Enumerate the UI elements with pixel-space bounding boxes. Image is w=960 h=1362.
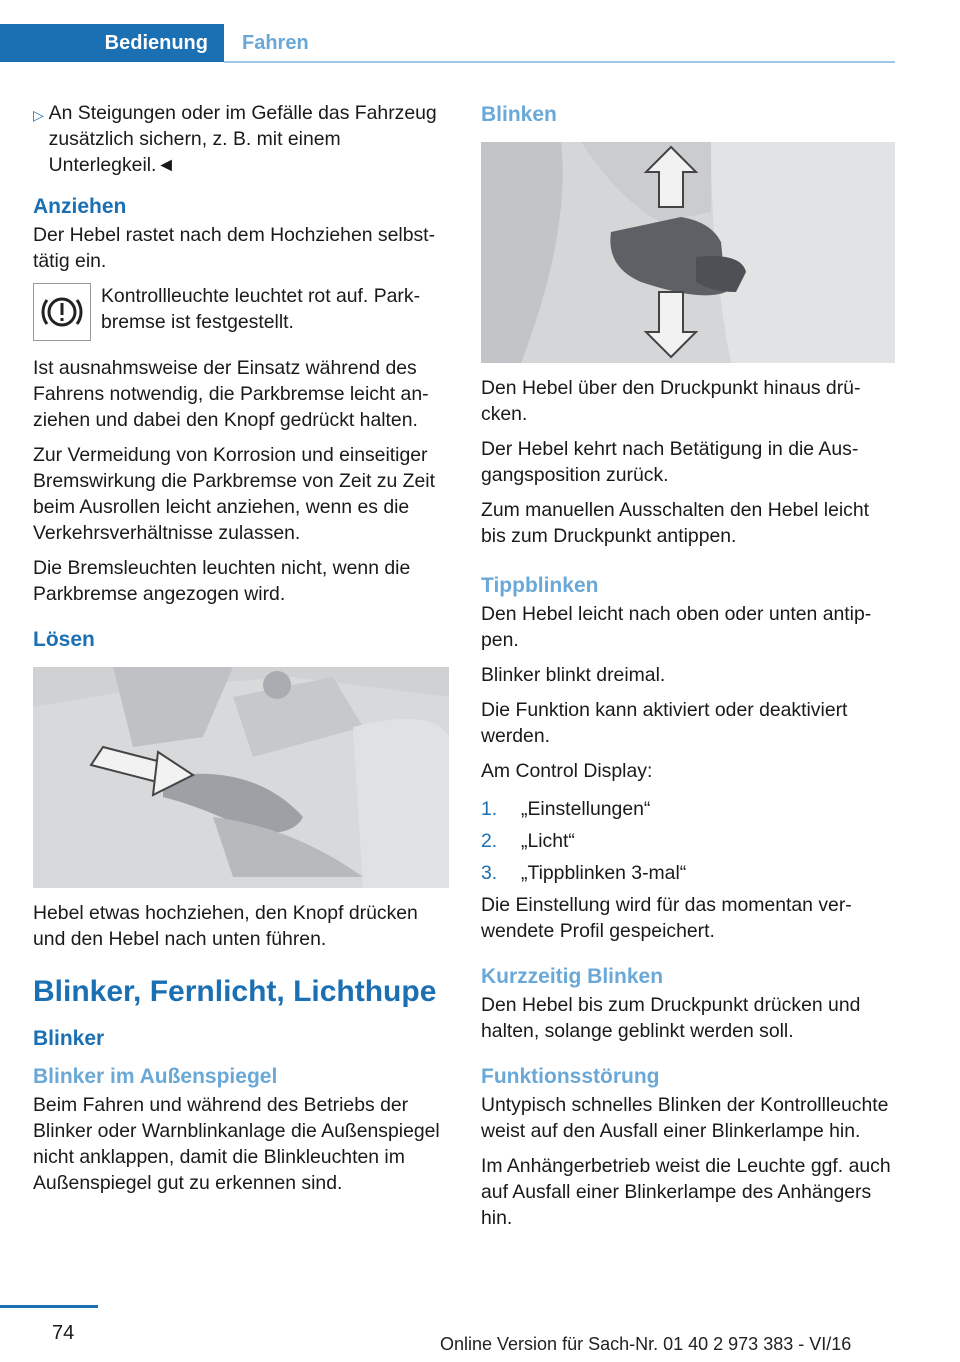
paragraph: Blinker blinkt dreimal. [481, 664, 666, 686]
list-number: 2. [481, 830, 498, 852]
brake-warning-icon [33, 283, 91, 341]
right-column [481, 100, 895, 1240]
list-item [481, 796, 895, 822]
paragraph: Ist ausnahmsweise der Einsatz während des Fahrens notwendig, die Parkbremse leicht anziehen und dabei den Knopf gedrückt halten. [33, 357, 429, 431]
turn-signal-lever-illustration [481, 142, 895, 363]
bullet-text: An Steigungen oder im Gefälle das Fahrzeug zusätzlich sichern, z. B. mit einem Unterlegkeil.◄ [48, 102, 437, 176]
section-heading: Blinker, Fernlicht, Lichthupe [33, 975, 437, 1008]
paragraph: Die Funktion kann aktiviert oder deaktiviert werden. [481, 699, 848, 747]
paragraph: Die Einstellung wird für das momentan verwendete Profil gespeichert. [481, 894, 852, 942]
paragraph: Beim Fahren und während des Betriebs der Blinker oder Warnblinkanlage die Außenspiegel nicht anklappen, damit die Blinkleuchten im Außenspiegel gut zu erkennen sind. [33, 1094, 440, 1194]
page-number: 74 [52, 1322, 75, 1344]
tab-divider [224, 61, 895, 63]
paragraph: Am Control Display: [481, 760, 653, 782]
list-number: 3. [481, 862, 498, 884]
left-column [33, 100, 449, 1205]
heading-blinker: Blinker [33, 1027, 105, 1050]
list-item [481, 828, 895, 854]
heading-blinker-aussenspiegel: Blinker im Außenspiegel [33, 1065, 278, 1088]
paragraph: Untypisch schnelles Blinken der Kontrollleuchte weist auf den Ausfall einer Blinkerlampe hin. [481, 1094, 889, 1142]
heading-anziehen: Anziehen [33, 195, 127, 218]
list-text: „Licht“ [521, 830, 575, 852]
paragraph: Den Hebel leicht nach oben oder unten antippen. [481, 603, 872, 651]
paragraph: Hebel etwas hochziehen, den Knopf drücken und den Hebel nach unten führen. [33, 902, 418, 950]
footer-rule [0, 1305, 98, 1308]
paragraph: Den Hebel über den Druckpunkt hinaus drücken. [481, 377, 861, 425]
header-tabs [0, 24, 895, 62]
heading-funktionsstoerung: Funktionsstörung [481, 1065, 660, 1088]
heading-kurzzeitig-blinken: Kurzzeitig Blinken [481, 965, 664, 988]
heading-tippblinken: Tippblinken [481, 574, 599, 597]
warning-indicator-row [33, 283, 449, 341]
paragraph: Die Bremsleuchten leuchten nicht, wenn die Parkbremse angezogen wird. [33, 557, 411, 605]
list-item [481, 860, 895, 886]
paragraph: Im Anhängerbetrieb weist die Leuchte ggf. auch auf Ausfall einer Blinkerlampe des Anhängers hin. [481, 1155, 891, 1229]
list-text: „Einstellungen“ [521, 798, 651, 820]
parking-brake-illustration [33, 667, 449, 888]
paragraph: Der Hebel rastet nach dem Hochziehen selbsttätig ein. [33, 224, 436, 272]
bullet-item [33, 100, 449, 192]
paragraph: Zur Vermeidung von Korrosion und einseitiger Bremswirkung die Parkbremse von Zeit zu Zeit beim Ausrollen leicht anziehen, wenn es die Verkehrsverhältnisse zulassen. [33, 444, 435, 544]
tab-fahren[interactable]: Fahren [242, 31, 309, 54]
paragraph: Den Hebel bis zum Druckpunkt drücken und halten, solange geblinkt werden soll. [481, 994, 861, 1042]
list-number: 1. [481, 798, 498, 820]
triangle-bullet-icon: ▷ [33, 107, 44, 123]
paragraph: Zum manuellen Ausschalten den Hebel leicht bis zum Druckpunkt antippen. [481, 499, 870, 547]
list-text: „Tippblinken 3-mal“ [521, 862, 687, 884]
heading-blinken: Blinken [481, 103, 557, 126]
paragraph: Der Hebel kehrt nach Betätigung in die Ausgangsposition zurück. [481, 438, 859, 486]
warning-text: Kontrollleuchte leuchtet rot auf. Parkbremse ist festgestellt. [101, 285, 421, 333]
tab-bedienung[interactable]: Bedienung [0, 24, 224, 62]
heading-loesen: Lösen [33, 628, 95, 651]
footer-version: Online Version für Sach-Nr. 01 40 2 973 383 - VI/16 [440, 1334, 852, 1354]
